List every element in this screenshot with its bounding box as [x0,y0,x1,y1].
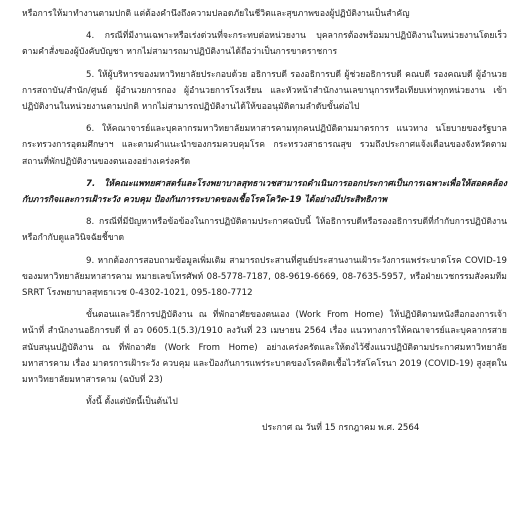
paragraph-p5: 5. ให้ผู้บริหารของมหาวิทยาลัยประกอบด้วย อธิการบดี รองอธิการบดี ผู้ช่วยอธิการบดี คณบดี รองคณบดี ผู้อำนวยการสถาบัน/สำนัก/ศูนย์ ผู้อำนวยการกอง ผู้อำนวยการโรงเรียน และหัวหน้าสำนักงานเลขานุการหรือเทียบเท่าทุกหน่วยงาน เข้าปฏิบัติงานในหน่วยงานตามปกติ หากไม่สามารถปฏิบัติงานได้ให้ขออนุมัติตามลำดับขั้นต่อไป [22,69,507,113]
paragraph-p6: 6. ให้คณาจารย์และบุคลากรมหาวิทยาลัยมหาสารคามทุกคนปฏิบัติตามมาตรการ แนวทาง นโยบายของรัฐบาล กระทรวงการอุดมศึกษาฯ และตามคำแนะนำของกรมควบคุมโรค กระทรวงสาธารณสุข รวมถึงประกาศแจ้งเตือนของจังหวัดตามสถานที่พักปฏิบัติงานของตนเองอย่างเคร่งครัด [22,124,507,167]
paragraph-p3-tail: หรือการให้มาทำงานตามปกติ แต่ต้องคำนึงถึงความปลอดภัยในชีวิตและสุขภาพของผู้ปฏิบัติงานเป็นสำคัญ [22,9,410,19]
paragraph-p10: ขั้นตอนและวิธีการปฏิบัติงาน ณ ที่พักอาศัยของตนเอง (Work From Home) ให้ปฏิบัติตามหนังสือกองการเจ้าหน้าที่ สำนักงานอธิการบดี ที่ อว 0605.1(5.3)/1910 ลงวันที่ 23 เมษายน 2564 เรื่อง แนวทางการให้คณาจารย์และบุคลากรสายสนับสนุนปฏิบัติงาน ณ ที่พักอาศัย (Work From Home) อย่างเคร่งครัดและให้ดงไว้ซึ่งแนวปฏิบัติตามประกาศมหาวิทยาลัยมหาสารคาม เรื่อง มาตรการเฝ้าระวัง ควบคุม และป้องกันการแพร่ระบาดของโรคติดเชื้อไวรัสโคโรนา 2019 (COVID-19) สูงสุดในมหาวิทยาลัยมหาสารคาม (ฉบับที่ 23) [22,310,507,386]
document-body [22,6,507,388]
paragraph-p8: 8. กรณีที่มีปัญหาหรือข้อข้องในการปฏิบัติตามประกาศฉบับนี้ ให้อธิการบดีหรือรองอธิการบดีที่กำกับการปฏิบัติงานหรือกำกับดูแลวินิจฉัยชี้ขาด [22,217,507,244]
announcement-date: ประกาศ ณ วันที่ 15 กรกฎาคม พ.ศ. 2564 [262,423,420,434]
closing-statement: ทั้งนี้ ตั้งแต่บัดนี้เป็นต้นไป [86,397,178,408]
paragraph-p9: 9. หากต้องการสอบถามข้อมูลเพิ่มเติม สามารถประสานที่ศูนย์ประสานงานเฝ้าระวังการแพร่ระบาดโรค COVID-19 ของมหาวิทยาลัยมหาสารคาม หมายเลขโทรศัพท์ 08-5778-7187, 08-9619-6669, 08-7635-5957, หรือฝ่ายเวชกรรมสังคมทีม SRRT โรงพยาบาลสุทธาเวช 0-4302-1021, 095-180-7712 [22,255,507,299]
paragraph-p7: 7. ให้คณะแพทยศาสตร์และโรงพยาบาลสุทธาเวชสามารถดำเนินการออกประกาศเป็นการเฉพาะเพื่อให้สอดคล้องกับภารกิจและการเฝ้าระวัง ควบคุม ป้องกันการระบาดของเชื้อโรคโควิด-19 ได้อย่างมีประสิทธิภาพ [22,178,507,206]
paragraph-p4: 4. กรณีที่มีงานเฉพาะหรือเร่งด่วนที่จะกระทบต่อหน่วยงาน บุคลากรต้องพร้อมมาปฏิบัติงานในหน่วยงานโดยเร็วตามคำสั่งของผู้บังคับบัญชา หากไม่สามารถมาปฏิบัติงานได้ถือว่าเป็นการขาดราชการ [22,31,507,58]
